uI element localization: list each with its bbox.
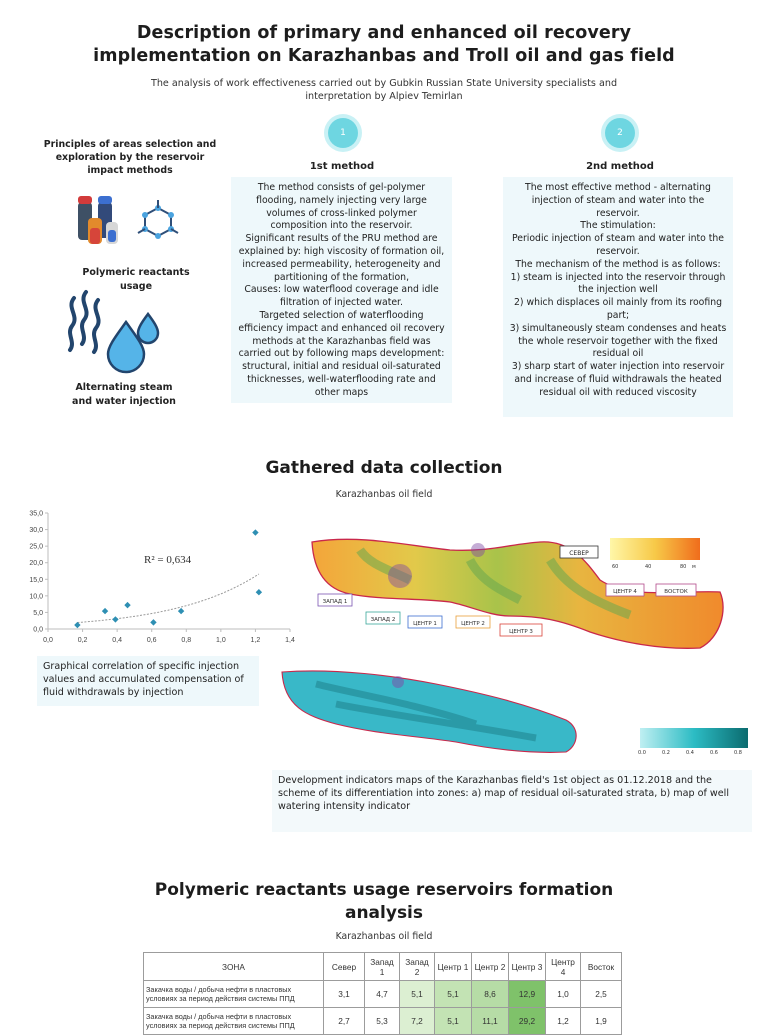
title-line-2: implementation on Karazhanbas and Troll oil and gas field — [93, 46, 675, 66]
x-tick-label: 0,8 — [181, 637, 192, 644]
table-header-cell: Север — [324, 953, 365, 981]
table-cell: 5,1 — [435, 1008, 472, 1035]
table-cell: 7,2 — [400, 1008, 435, 1035]
table-header-cell: Центр 2 — [472, 953, 509, 981]
y-tick-label: 20,0 — [29, 560, 43, 568]
y-tick-label: 30,0 — [29, 527, 43, 535]
svg-text:0.6: 0.6 — [710, 750, 718, 756]
method-2-text-8: 3) sharp start of water injection into reservoir and increase of fluid withdrawals the heated residual oil with reduced viscosity — [511, 361, 725, 398]
polymer-title-line-1: Polymeric reactants usage reservoirs formation — [154, 880, 614, 900]
well-watering-map — [276, 664, 756, 764]
method-1-text-3: Causes: low waterflood coverage and idle filtration of injected water. — [244, 284, 439, 309]
correlation-chart — [18, 505, 298, 650]
r-squared-annotation: R² = 0,634 — [144, 554, 192, 566]
method-1-text-1: The method consists of gel-polymer flooding, namely injecting very large volumes of cross-linked polymer composition into the reservoir. — [256, 182, 427, 232]
svg-text:0.0: 0.0 — [638, 750, 646, 756]
table-cell-desc: Закачка воды / добыча нефти в пластовых условиях за период действия системы ППД — [144, 1008, 324, 1035]
table-cell: 5,1 — [435, 981, 472, 1008]
polymer-title-line-2: analysis — [344, 903, 424, 923]
data-point — [256, 589, 262, 595]
x-tick-label: 1,0 — [215, 637, 226, 644]
zones-table — [143, 952, 622, 1035]
svg-text:0.4: 0.4 — [686, 750, 694, 756]
svg-text:40: 40 — [645, 564, 652, 570]
method-2-label: 2nd method — [586, 161, 654, 172]
residual-oil-map — [300, 520, 740, 660]
table-cell: 2,5 — [581, 981, 622, 1008]
table-header-cell: Запад 1 — [365, 953, 400, 981]
table-header-cell: Восток — [581, 953, 622, 981]
table-cell: 5,1 — [400, 981, 435, 1008]
map1-legend — [610, 538, 700, 560]
method-2-text-6: 2) which displaces oil mainly from its roofing part; — [513, 297, 722, 321]
x-tick-label: 1,2 — [250, 637, 261, 644]
svg-text:ЦЕНТР 3: ЦЕНТР 3 — [509, 629, 533, 635]
method-1-label: 1st method — [309, 161, 375, 172]
table-cell: 1,0 — [546, 981, 581, 1008]
subtitle-line-1: The analysis of work effectiveness carried out by Gubkin Russian State University specialists and — [150, 78, 618, 89]
data-point — [252, 529, 258, 535]
x-tick-label: 0,0 — [43, 637, 53, 644]
table-cell: 4,7 — [365, 981, 400, 1008]
table-cell: 3,1 — [324, 981, 365, 1008]
title-line-1: Description of primary and enhanced oil recovery — [136, 23, 632, 43]
x-tick-label: 0,2 — [77, 637, 88, 644]
table-header-cell: Центр 1 — [435, 953, 472, 981]
svg-text:ЦЕНТР 4: ЦЕНТР 4 — [613, 589, 637, 595]
x-tick-label: 0,4 — [112, 637, 123, 644]
data-point — [112, 616, 118, 622]
table-cell: 2,7 — [324, 1008, 365, 1035]
steam-water-icon — [64, 288, 164, 374]
principles-heading: Principles of areas selection and exploration by the reservoir impact methods — [43, 139, 217, 176]
table-header-cell: ЗОНА — [144, 953, 324, 981]
method-2-text-2: The stimulation: — [580, 220, 656, 232]
method-1-badge: 1 — [328, 118, 358, 148]
svg-text:0.2: 0.2 — [662, 750, 670, 756]
y-tick-label: 5,0 — [33, 609, 43, 617]
data-point — [150, 619, 156, 625]
table-cell: 8,6 — [472, 981, 509, 1008]
y-tick-label: 35,0 — [29, 510, 43, 518]
data-point — [74, 622, 80, 628]
graph-caption: Graphical correlation of specific injection values and accumulated compensation of fluid withdrawals by injection — [37, 656, 259, 706]
table-cell: 1,9 — [581, 1008, 622, 1035]
method-1-description — [231, 177, 452, 403]
subtitle-line-2: interpretation by Alpiev Temirlan — [305, 91, 463, 102]
method-2-badge: 2 — [605, 118, 635, 148]
polymer-field-label: Karazhanbas oil field — [335, 931, 433, 942]
data-point — [178, 608, 184, 614]
table-cell: 12,9 — [509, 981, 546, 1008]
table-cell: 11,1 — [472, 1008, 509, 1035]
svg-text:60: 60 — [612, 564, 619, 570]
x-tick-label: 0,6 — [146, 637, 157, 644]
svg-text:ЗАПАД 2: ЗАПАД 2 — [370, 617, 396, 623]
method-2-text-5: 1) steam is injected into the reservoir through the injection well — [510, 271, 726, 296]
svg-text:ЦЕНТР 2: ЦЕНТР 2 — [461, 621, 485, 627]
svg-text:80: 80 — [680, 564, 687, 570]
map-caption: Development indicators maps of the Karazhanbas field's 1st object as 01.12.2018 and the scheme of its differentiation into zones: a) map of residual oil-saturated strata, b) map of well watering intensity indicator — [272, 770, 752, 832]
method-2-description — [503, 177, 733, 417]
table-header-row — [144, 953, 622, 981]
y-tick-label: 10,0 — [29, 593, 43, 601]
table-cell: 5,3 — [365, 1008, 400, 1035]
data-section-title: Gathered data collection — [265, 458, 503, 478]
svg-text:ВОСТОК: ВОСТОК — [664, 589, 688, 595]
table-cell-desc: Закачка воды / добыча нефти в пластовых условиях за период действия системы ППД — [144, 981, 324, 1008]
table-header-cell: Центр 4 — [546, 953, 581, 981]
trend-line — [77, 574, 259, 623]
table-header-cell: Запад 2 — [400, 953, 435, 981]
data-point — [102, 608, 108, 614]
method-2-text-7: 3) simultaneously steam condenses and heats the whole reservoir together with the fixed residual oil — [509, 322, 727, 360]
page-subtitle — [100, 77, 668, 103]
data-field-label: Karazhanbas oil field — [335, 489, 433, 500]
svg-text:ЗАПАД 1: ЗАПАД 1 — [322, 599, 348, 605]
table-cell: 29,2 — [509, 1008, 546, 1035]
method-2-text-1: The most effective method - alternating injection of steam and water into the reservoir. — [525, 182, 711, 219]
page-title — [40, 22, 728, 68]
method-2-text-4: The mechanism of the method is as follows: — [515, 258, 721, 270]
svg-text:СЕВЕР: СЕВЕР — [569, 550, 589, 557]
table-row — [144, 981, 622, 1008]
y-tick-label: 15,0 — [29, 576, 43, 584]
method-1-text-2: Significant results of the PRU method are explained by: high viscosity of formation oil, increased permeability, heterogeneity and partitioning of the formation, — [238, 233, 445, 283]
polymer-reactants-icon — [74, 192, 184, 254]
polymer-section-title — [150, 879, 618, 925]
polymer-reactants-label: Polymeric reactants usage — [82, 267, 190, 292]
x-tick-label: 1,4 — [285, 637, 295, 644]
table-header-cell: Центр 3 — [509, 953, 546, 981]
method-1-text-4: Targeted selection of waterflooding efficiency impact and enhanced oil recovery methods at the Karazhanbas field was carried out by following maps development: structural, initial and residual oil-saturated thicknesses, well-waterflooding rate and other maps — [238, 309, 445, 398]
table-row — [144, 1008, 622, 1035]
y-tick-label: 0,0 — [33, 626, 43, 634]
data-point — [124, 602, 130, 608]
y-tick-label: 25,0 — [29, 543, 43, 551]
svg-text:0.8: 0.8 — [734, 750, 742, 756]
svg-text:м: м — [692, 564, 696, 570]
table-cell: 1,2 — [546, 1008, 581, 1035]
map2-legend — [640, 728, 748, 748]
method-2-text-3: Periodic injection of steam and water into the reservoir. — [511, 233, 725, 257]
steam-water-label: Alternating steam and water injection — [72, 382, 176, 407]
svg-text:ЦЕНТР 1: ЦЕНТР 1 — [413, 621, 437, 627]
